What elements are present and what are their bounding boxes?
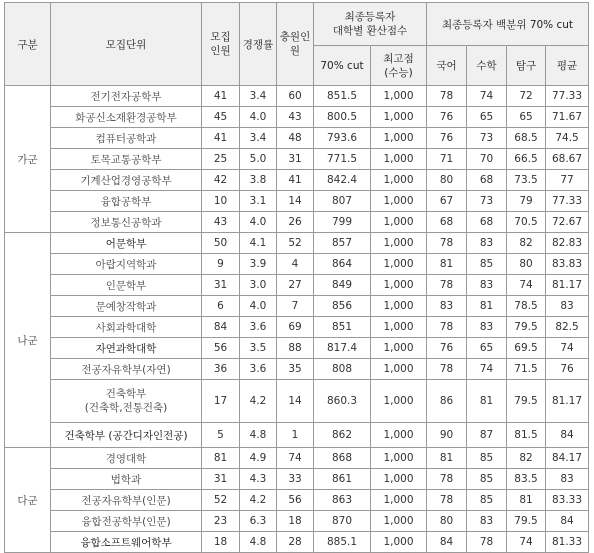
- cell-score-max: 1,000: [371, 170, 427, 191]
- cell-math: 83: [467, 511, 507, 532]
- cell-unit: 융합소프트웨어학부: [51, 532, 202, 553]
- header-average: 평균: [546, 46, 589, 86]
- table-row: [5, 338, 589, 359]
- cell-inquiry: 81.5: [507, 423, 546, 448]
- cell-additional: 43: [277, 107, 314, 128]
- admission-results-table: [4, 2, 589, 553]
- cell-additional: 52: [277, 233, 314, 254]
- cell-korean: 80: [427, 170, 467, 191]
- cell-unit: 인문학부: [51, 275, 202, 296]
- cell-korean: 78: [427, 86, 467, 107]
- cell-math: 87: [467, 423, 507, 448]
- cell-additional: 14: [277, 380, 314, 423]
- cell-unit: 전공자유학부(인문): [51, 490, 202, 511]
- cell-unit: 화공신소재환경공학부: [51, 107, 202, 128]
- table-row: [5, 317, 589, 338]
- cell-average: 81.17: [546, 275, 589, 296]
- cell-korean: 76: [427, 338, 467, 359]
- cell-korean: 67: [427, 191, 467, 212]
- cell-inquiry: 79: [507, 191, 546, 212]
- cell-average: 72.67: [546, 212, 589, 233]
- cell-inquiry: 78.5: [507, 296, 546, 317]
- cell-math: 85: [467, 490, 507, 511]
- cell-score-max: 1,000: [371, 380, 427, 423]
- cell-korean: 80: [427, 511, 467, 532]
- header-score-group: 최종등록자 대학별 환산점수: [314, 3, 427, 46]
- cell-competition: 4.9: [240, 448, 277, 469]
- cell-average: 68.67: [546, 149, 589, 170]
- cell-score-cut: 808: [314, 359, 371, 380]
- table-row: [5, 469, 589, 490]
- cell-average: 84: [546, 423, 589, 448]
- cell-additional: 60: [277, 86, 314, 107]
- table-row: [5, 191, 589, 212]
- cell-score-max: 1,000: [371, 490, 427, 511]
- cell-quota: 31: [202, 275, 240, 296]
- header-competition: 경쟁률: [240, 3, 277, 86]
- cell-quota: 43: [202, 212, 240, 233]
- cell-inquiry: 82: [507, 233, 546, 254]
- table-row: [5, 212, 589, 233]
- cell-score-max: 1,000: [371, 532, 427, 553]
- cell-unit: 어문학부: [51, 233, 202, 254]
- header-inquiry: 탐구: [507, 46, 546, 86]
- table-row: [5, 448, 589, 469]
- cell-korean: 84: [427, 532, 467, 553]
- cell-korean: 78: [427, 469, 467, 490]
- cell-inquiry: 73.5: [507, 170, 546, 191]
- cell-score-cut: 800.5: [314, 107, 371, 128]
- cell-score-cut: 870: [314, 511, 371, 532]
- cell-unit: 자연과학대학: [51, 338, 202, 359]
- cell-math: 83: [467, 317, 507, 338]
- cell-additional: 88: [277, 338, 314, 359]
- cell-score-cut: 885.1: [314, 532, 371, 553]
- cell-competition: 5.0: [240, 149, 277, 170]
- cell-math: 85: [467, 254, 507, 275]
- cell-additional: 69: [277, 317, 314, 338]
- cell-score-cut: 849: [314, 275, 371, 296]
- cell-korean: 78: [427, 359, 467, 380]
- cell-unit: 컴퓨터공학과: [51, 128, 202, 149]
- cell-score-max: 1,000: [371, 107, 427, 128]
- cell-quota: 50: [202, 233, 240, 254]
- cell-inquiry: 74: [507, 275, 546, 296]
- cell-average: 83.83: [546, 254, 589, 275]
- cell-inquiry: 83.5: [507, 469, 546, 490]
- cell-korean: 76: [427, 107, 467, 128]
- cell-math: 78: [467, 532, 507, 553]
- cell-unit: 건축학부 (공간디자인전공): [51, 423, 202, 448]
- cell-korean: 78: [427, 490, 467, 511]
- table-row: [5, 296, 589, 317]
- table-row: [5, 532, 589, 553]
- cell-quota: 5: [202, 423, 240, 448]
- cell-unit: 건축학부 (건축학,전통건축): [51, 380, 202, 423]
- cell-korean: 81: [427, 448, 467, 469]
- table-row: [5, 423, 589, 448]
- cell-additional: 14: [277, 191, 314, 212]
- cell-math: 85: [467, 469, 507, 490]
- cell-quota: 25: [202, 149, 240, 170]
- cell-additional: 35: [277, 359, 314, 380]
- cell-score-cut: 857: [314, 233, 371, 254]
- cell-additional: 33: [277, 469, 314, 490]
- header-additional: 충원인 원: [277, 3, 314, 86]
- cell-score-max: 1,000: [371, 191, 427, 212]
- cell-quota: 6: [202, 296, 240, 317]
- cell-unit: 정보통신공학과: [51, 212, 202, 233]
- cell-additional: 48: [277, 128, 314, 149]
- cell-competition: 6.3: [240, 511, 277, 532]
- cell-score-max: 1,000: [371, 296, 427, 317]
- cell-korean: 68: [427, 212, 467, 233]
- cell-quota: 17: [202, 380, 240, 423]
- cell-additional: 18: [277, 511, 314, 532]
- header-unit: 모집단위: [51, 3, 202, 86]
- cell-math: 81: [467, 296, 507, 317]
- cell-quota: 52: [202, 490, 240, 511]
- cell-average: 82.83: [546, 233, 589, 254]
- cell-average: 84.17: [546, 448, 589, 469]
- cell-unit: 토목교통공학부: [51, 149, 202, 170]
- table-row: [5, 170, 589, 191]
- cell-score-cut: 807: [314, 191, 371, 212]
- cell-average: 77: [546, 170, 589, 191]
- table-row: [5, 107, 589, 128]
- table-row: [5, 511, 589, 532]
- cell-unit: 문예창작학과: [51, 296, 202, 317]
- cell-additional: 27: [277, 275, 314, 296]
- cell-competition: 3.8: [240, 170, 277, 191]
- cell-score-cut: 861: [314, 469, 371, 490]
- cell-score-max: 1,000: [371, 86, 427, 107]
- cell-unit: 법학과: [51, 469, 202, 490]
- cell-competition: 4.0: [240, 212, 277, 233]
- cell-inquiry: 65: [507, 107, 546, 128]
- cell-quota: 36: [202, 359, 240, 380]
- cell-math: 81: [467, 380, 507, 423]
- group-label: 다군: [5, 448, 51, 553]
- group-label: 가군: [5, 86, 51, 233]
- cell-inquiry: 66.5: [507, 149, 546, 170]
- cell-math: 85: [467, 448, 507, 469]
- cell-quota: 23: [202, 511, 240, 532]
- table-row: [5, 359, 589, 380]
- cell-score-max: 1,000: [371, 233, 427, 254]
- cell-score-max: 1,000: [371, 317, 427, 338]
- cell-additional: 7: [277, 296, 314, 317]
- cell-quota: 41: [202, 86, 240, 107]
- cell-score-cut: 793.6: [314, 128, 371, 149]
- table-row: [5, 233, 589, 254]
- cell-score-cut: 842.4: [314, 170, 371, 191]
- cell-unit: 융합전공학부(인문): [51, 511, 202, 532]
- cell-score-cut: 771.5: [314, 149, 371, 170]
- cell-korean: 78: [427, 317, 467, 338]
- cell-math: 74: [467, 86, 507, 107]
- header-group: 구분: [5, 3, 51, 86]
- cell-korean: 76: [427, 128, 467, 149]
- table-row: [5, 490, 589, 511]
- cell-score-max: 1,000: [371, 448, 427, 469]
- cell-quota: 10: [202, 191, 240, 212]
- table-body: [5, 86, 589, 553]
- table-row: [5, 149, 589, 170]
- cell-score-cut: 851: [314, 317, 371, 338]
- group-label: 나군: [5, 233, 51, 448]
- table-row: [5, 254, 589, 275]
- cell-average: 76: [546, 359, 589, 380]
- cell-competition: 3.1: [240, 191, 277, 212]
- table-row: [5, 275, 589, 296]
- cell-average: 83: [546, 296, 589, 317]
- cell-score-max: 1,000: [371, 359, 427, 380]
- cell-average: 74.5: [546, 128, 589, 149]
- cell-quota: 18: [202, 532, 240, 553]
- cell-score-cut: 856: [314, 296, 371, 317]
- cell-score-cut: 799: [314, 212, 371, 233]
- cell-competition: 4.0: [240, 296, 277, 317]
- header-math: 수학: [467, 46, 507, 86]
- cell-additional: 31: [277, 149, 314, 170]
- cell-competition: 3.9: [240, 254, 277, 275]
- cell-score-cut: 862: [314, 423, 371, 448]
- header-quota: 모집 인원: [202, 3, 240, 86]
- cell-average: 82.5: [546, 317, 589, 338]
- cell-additional: 4: [277, 254, 314, 275]
- cell-quota: 31: [202, 469, 240, 490]
- header-score-max: 최고점 (수능): [371, 46, 427, 86]
- cell-score-max: 1,000: [371, 423, 427, 448]
- cell-average: 81.17: [546, 380, 589, 423]
- header-score-cut: 70% cut: [314, 46, 371, 86]
- cell-unit: 융합공학부: [51, 191, 202, 212]
- cell-score-max: 1,000: [371, 254, 427, 275]
- cell-additional: 74: [277, 448, 314, 469]
- table-row: [5, 86, 589, 107]
- cell-score-cut: 863: [314, 490, 371, 511]
- cell-korean: 83: [427, 296, 467, 317]
- cell-score-max: 1,000: [371, 338, 427, 359]
- cell-competition: 3.4: [240, 128, 277, 149]
- cell-quota: 56: [202, 338, 240, 359]
- cell-unit: 전기전자공학부: [51, 86, 202, 107]
- cell-competition: 4.3: [240, 469, 277, 490]
- cell-inquiry: 68.5: [507, 128, 546, 149]
- cell-math: 68: [467, 212, 507, 233]
- cell-inquiry: 82: [507, 448, 546, 469]
- table-wrapper: [4, 2, 589, 553]
- cell-inquiry: 81: [507, 490, 546, 511]
- cell-inquiry: 70.5: [507, 212, 546, 233]
- cell-competition: 3.5: [240, 338, 277, 359]
- cell-competition: 4.2: [240, 490, 277, 511]
- cell-quota: 42: [202, 170, 240, 191]
- cell-inquiry: 71.5: [507, 359, 546, 380]
- cell-additional: 41: [277, 170, 314, 191]
- cell-unit: 경영대학: [51, 448, 202, 469]
- cell-unit: 아랍지역학과: [51, 254, 202, 275]
- cell-inquiry: 69.5: [507, 338, 546, 359]
- cell-math: 65: [467, 338, 507, 359]
- cell-quota: 41: [202, 128, 240, 149]
- cell-quota: 81: [202, 448, 240, 469]
- cell-additional: 28: [277, 532, 314, 553]
- cell-average: 77.33: [546, 191, 589, 212]
- cell-score-cut: 864: [314, 254, 371, 275]
- table-row: [5, 128, 589, 149]
- cell-average: 83.33: [546, 490, 589, 511]
- cell-inquiry: 79.5: [507, 380, 546, 423]
- cell-score-max: 1,000: [371, 469, 427, 490]
- cell-unit: 기계산업경영공학부: [51, 170, 202, 191]
- cell-additional: 1: [277, 423, 314, 448]
- header-pct-group: 최종등록자 백분위 70% cut: [427, 3, 589, 46]
- cell-competition: 3.6: [240, 317, 277, 338]
- cell-score-cut: 817.4: [314, 338, 371, 359]
- cell-average: 81.33: [546, 532, 589, 553]
- cell-unit: 사회과학대학: [51, 317, 202, 338]
- cell-korean: 71: [427, 149, 467, 170]
- table-row: [5, 380, 589, 423]
- cell-competition: 4.8: [240, 532, 277, 553]
- cell-quota: 9: [202, 254, 240, 275]
- cell-math: 73: [467, 128, 507, 149]
- cell-unit: 전공자유학부(자연): [51, 359, 202, 380]
- cell-average: 71.67: [546, 107, 589, 128]
- cell-score-max: 1,000: [371, 511, 427, 532]
- cell-average: 74: [546, 338, 589, 359]
- cell-inquiry: 79.5: [507, 511, 546, 532]
- cell-competition: 3.6: [240, 359, 277, 380]
- cell-inquiry: 72: [507, 86, 546, 107]
- cell-korean: 86: [427, 380, 467, 423]
- cell-competition: 4.2: [240, 380, 277, 423]
- cell-score-max: 1,000: [371, 275, 427, 296]
- cell-korean: 90: [427, 423, 467, 448]
- cell-math: 74: [467, 359, 507, 380]
- cell-average: 77.33: [546, 86, 589, 107]
- cell-score-max: 1,000: [371, 149, 427, 170]
- cell-score-max: 1,000: [371, 128, 427, 149]
- cell-additional: 26: [277, 212, 314, 233]
- cell-korean: 81: [427, 254, 467, 275]
- cell-competition: 3.0: [240, 275, 277, 296]
- cell-inquiry: 74: [507, 532, 546, 553]
- cell-math: 68: [467, 170, 507, 191]
- cell-math: 83: [467, 233, 507, 254]
- cell-korean: 78: [427, 275, 467, 296]
- header-korean: 국어: [427, 46, 467, 86]
- cell-korean: 78: [427, 233, 467, 254]
- cell-math: 70: [467, 149, 507, 170]
- cell-quota: 84: [202, 317, 240, 338]
- cell-inquiry: 80: [507, 254, 546, 275]
- cell-average: 84: [546, 511, 589, 532]
- cell-score-cut: 851.5: [314, 86, 371, 107]
- cell-additional: 56: [277, 490, 314, 511]
- cell-inquiry: 79.5: [507, 317, 546, 338]
- cell-math: 65: [467, 107, 507, 128]
- cell-score-cut: 860.3: [314, 380, 371, 423]
- cell-competition: 4.8: [240, 423, 277, 448]
- cell-competition: 4.1: [240, 233, 277, 254]
- cell-math: 73: [467, 191, 507, 212]
- cell-math: 83: [467, 275, 507, 296]
- cell-competition: 4.0: [240, 107, 277, 128]
- cell-quota: 45: [202, 107, 240, 128]
- cell-score-cut: 868: [314, 448, 371, 469]
- cell-average: 83: [546, 469, 589, 490]
- cell-competition: 3.4: [240, 86, 277, 107]
- cell-score-max: 1,000: [371, 212, 427, 233]
